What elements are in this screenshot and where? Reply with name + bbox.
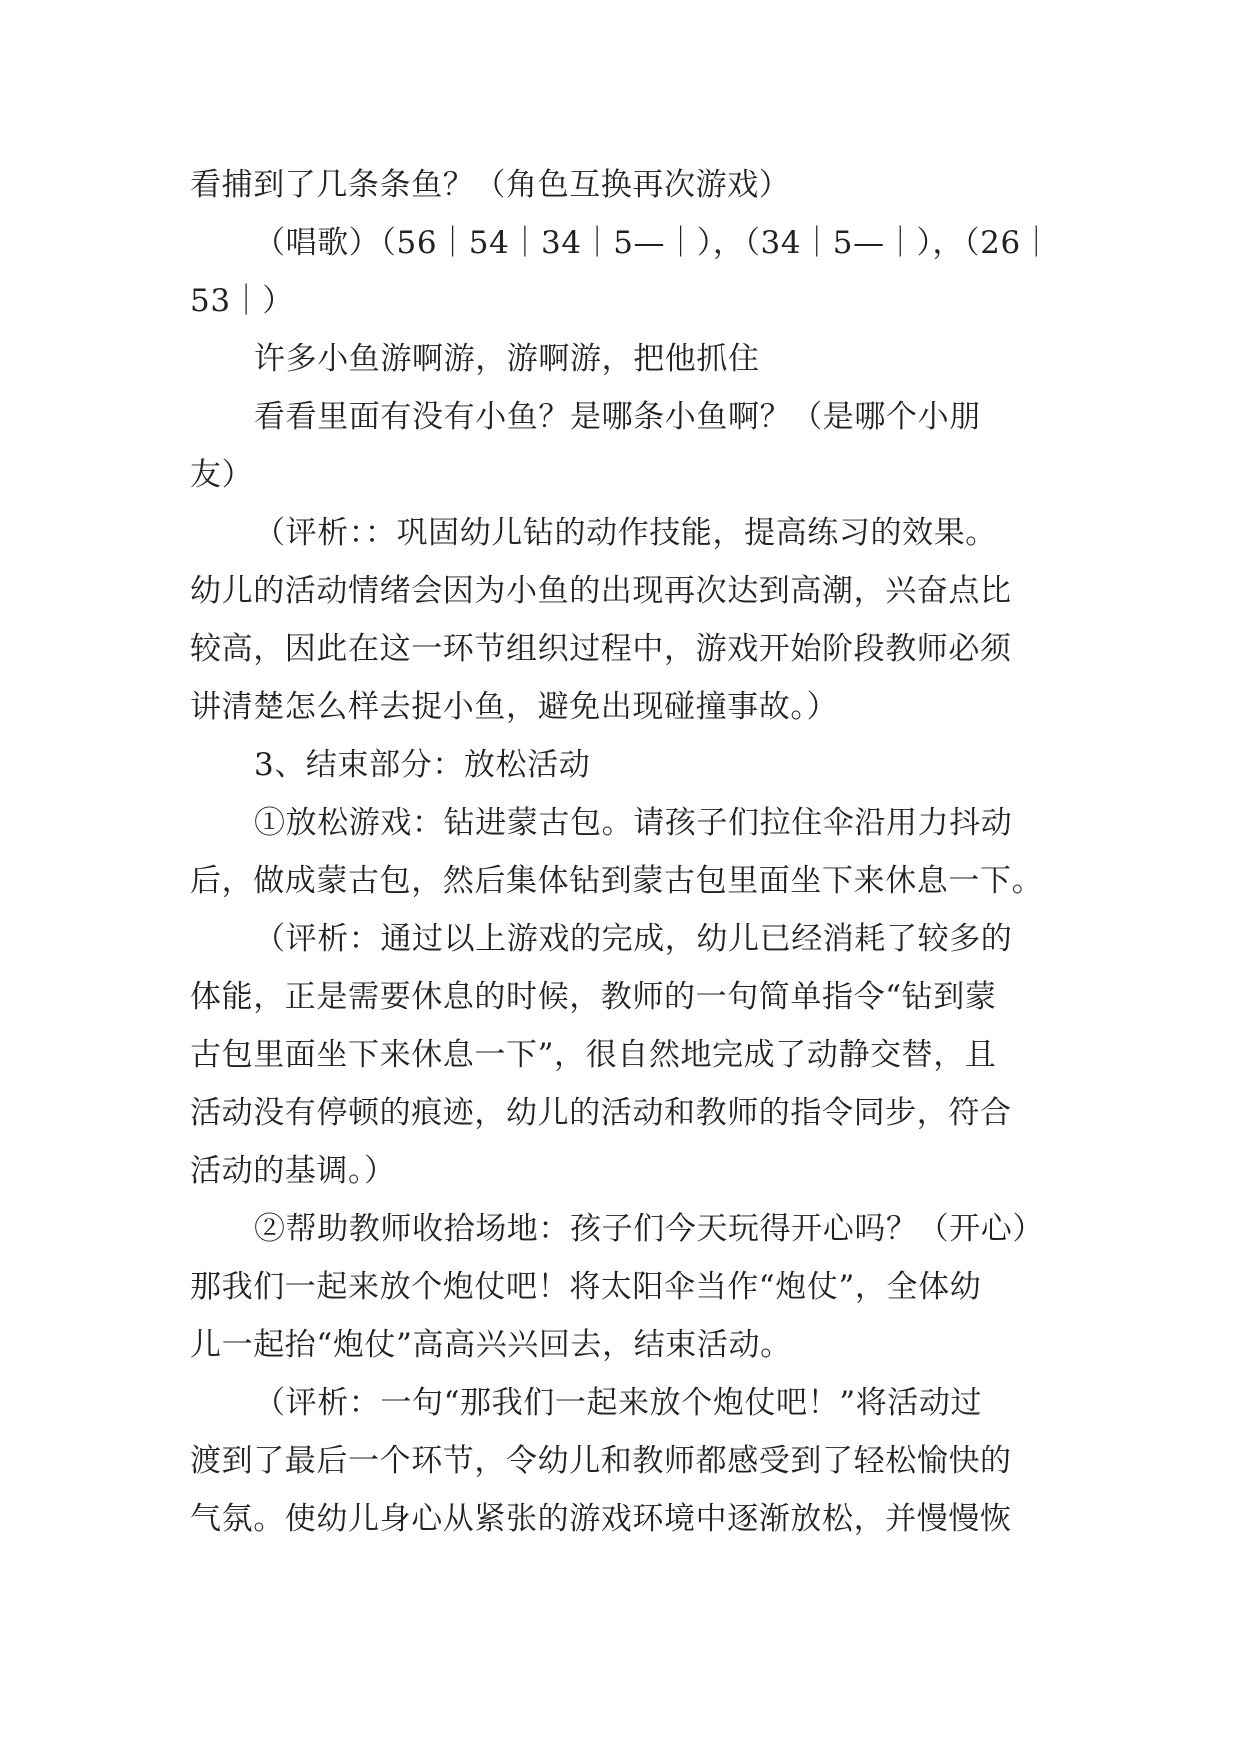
text-line: 渡到了最后一个环节，令幼儿和教师都感受到了轻松愉快的 <box>190 1443 1012 1479</box>
text-line: （评析：：巩固幼儿钻的动作技能，提高练习的效果。 <box>254 515 997 551</box>
text-line: ②帮助教师收拾场地：孩子们今天玩得开心吗？（开心） <box>254 1211 1044 1247</box>
text-line: 那我们一起来放个炮仗吧！将太阳伞当作“炮仗”，全体幼 <box>190 1269 982 1305</box>
text-line: （评析：一句“那我们一起来放个炮仗吧！”将活动过 <box>254 1385 983 1421</box>
text-line: 幼儿的活动情绪会因为小鱼的出现再次达到高潮，兴奋点比 <box>190 573 1012 609</box>
text-line: ①放松游戏：钻进蒙古包。请孩子们拉住伞沿用力抖动 <box>254 805 1013 841</box>
text-line: 后，做成蒙古包，然后集体钻到蒙古包里面坐下来休息一下。 <box>190 863 1044 899</box>
text-line: 53｜） <box>190 283 294 319</box>
text-line: 较高，因此在这一环节组织过程中，游戏开始阶段教师必须 <box>190 631 1012 667</box>
text-line: 看捕到了几条条鱼？（角色互换再次游戏） <box>190 167 791 203</box>
text-line: 许多小鱼游啊游，游啊游，把他抓住 <box>254 341 760 377</box>
text-line: 看看里面有没有小鱼？是哪条小鱼啊？（是哪个小朋 <box>254 399 981 435</box>
text-line: （评析：通过以上游戏的完成，幼儿已经消耗了较多的 <box>254 921 1013 957</box>
text-line: 儿一起抬“炮仗”高高兴兴回去，结束活动。 <box>190 1327 792 1363</box>
text-line: 讲清楚怎么样去捉小鱼，避免出现碰撞事故。） <box>190 689 839 725</box>
text-line: 友） <box>190 457 254 493</box>
text-line: 体能，正是需要休息的时候，教师的一句简单指令“钻到蒙 <box>190 979 997 1015</box>
text-line: 古包里面坐下来休息一下”，很自然地完成了动静交替，且 <box>190 1037 997 1073</box>
text-line: （唱歌）（56｜54｜34｜5—｜），（34｜5—｜），（26｜ <box>254 225 1053 261</box>
section-heading: 3、结束部分：放松活动 <box>254 747 591 783</box>
text-line: 气氛。使幼儿身心从紧张的游戏环境中逐渐放松，并慢慢恢 <box>190 1501 1012 1537</box>
text-line: 活动的基调。） <box>190 1153 396 1189</box>
text-line: 活动没有停顿的痕迹，幼儿的活动和教师的指令同步，符合 <box>190 1095 1012 1131</box>
